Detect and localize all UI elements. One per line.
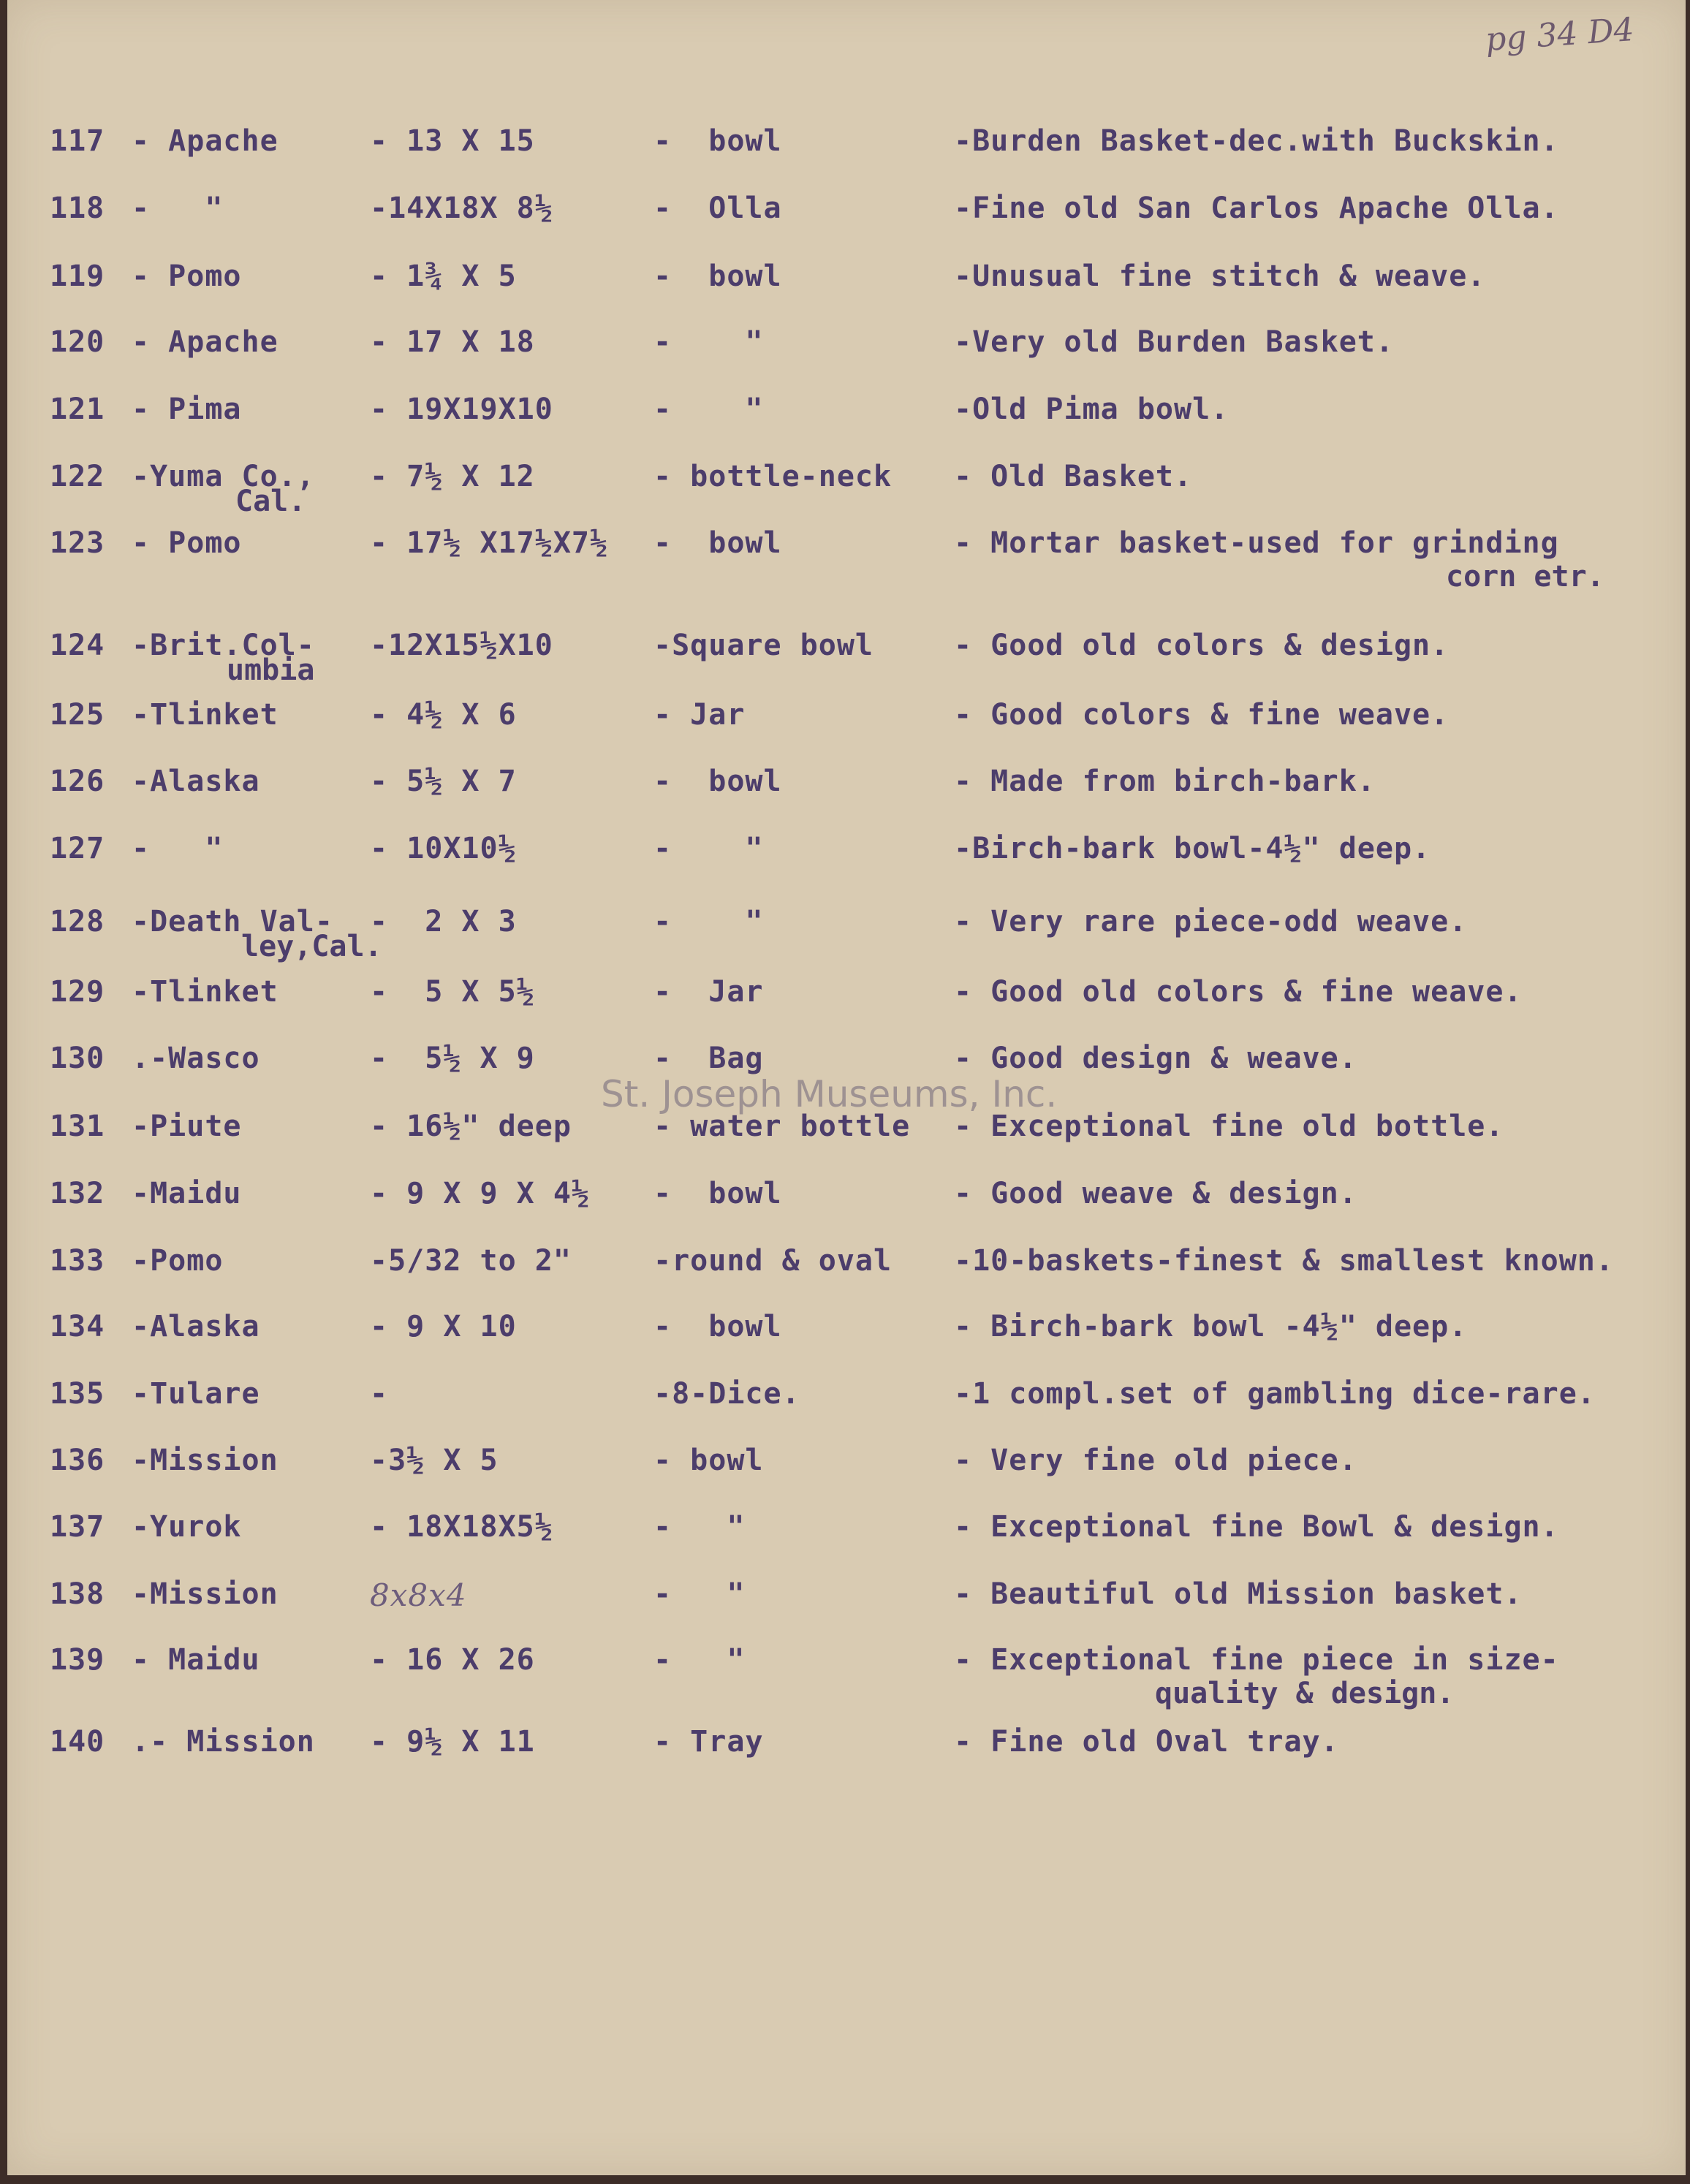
description: -Birch-bark bowl-4½" deep. — [954, 832, 1431, 865]
dimensions: - 9½ X 11 — [370, 1725, 535, 1759]
dimensions: - 4½ X 6 — [370, 698, 517, 732]
tribe-origin: - Apache — [132, 325, 278, 359]
tribe-origin: -Brit.Col- — [132, 629, 315, 662]
tribe-origin: -Tulare — [132, 1377, 260, 1411]
basket-type: - Tray — [653, 1725, 764, 1759]
description: - Good colors & fine weave. — [954, 698, 1450, 732]
tribe-origin: -Mission — [132, 1577, 278, 1611]
item-number: 139 — [50, 1643, 105, 1677]
basket-type: - water bottle — [653, 1110, 911, 1143]
description-continued: quality & design. — [1155, 1677, 1455, 1710]
description: -1 compl.set of gambling dice-rare. — [954, 1377, 1596, 1411]
tribe-origin: .- Mission — [132, 1725, 315, 1759]
handwritten-page-reference: pg 34 D4 — [1484, 10, 1636, 59]
basket-type: - " — [653, 1510, 746, 1544]
description: - Exceptional fine Bowl & design. — [954, 1510, 1559, 1544]
dimensions: - 7½ X 12 — [370, 460, 535, 493]
basket-type: - bowl — [653, 259, 782, 293]
item-number: 130 — [50, 1042, 105, 1075]
dimensions: - 13 X 15 — [370, 124, 535, 158]
dimensions: - 2 X 3 — [370, 905, 517, 939]
tribe-origin: - " — [132, 192, 224, 225]
dimensions: - 19X19X10 — [370, 393, 553, 426]
dimensions: - 1¾ X 5 — [370, 259, 517, 293]
basket-type: - Olla — [653, 192, 782, 225]
item-number: 128 — [50, 905, 105, 939]
basket-type: - " — [653, 1577, 746, 1611]
basket-type: - " — [653, 325, 764, 359]
description: - Old Basket. — [954, 460, 1193, 493]
watermark: St. Joseph Museums, Inc. — [601, 1073, 1058, 1115]
basket-type: - bowl — [653, 526, 782, 560]
item-number: 124 — [50, 629, 105, 662]
basket-type: - " — [653, 832, 764, 865]
tribe-origin: -Tlinket — [132, 698, 278, 732]
description: - Fine old Oval tray. — [954, 1725, 1339, 1759]
tribe-origin-continued: ley,Cal. — [241, 930, 382, 963]
basket-type: -Square bowl — [653, 629, 874, 662]
dimensions: - 9 X 9 X 4½ — [370, 1177, 590, 1210]
tribe-origin: -Mission — [132, 1444, 278, 1477]
basket-type: - " — [653, 905, 764, 939]
item-number: 129 — [50, 975, 105, 1009]
description: -Fine old San Carlos Apache Olla. — [954, 192, 1559, 225]
description: - Birch-bark bowl -4½" deep. — [954, 1310, 1468, 1343]
tribe-origin: -Maidu — [132, 1177, 242, 1210]
description: - Good design & weave. — [954, 1042, 1357, 1075]
item-number: 134 — [50, 1310, 105, 1343]
document-page — [7, 0, 1686, 2175]
item-number: 132 — [50, 1177, 105, 1210]
description: - Good old colors & design. — [954, 629, 1450, 662]
basket-type: - bottle-neck — [653, 460, 893, 493]
basket-type: - bowl — [653, 1177, 782, 1210]
description: -Burden Basket-dec.with Buckskin. — [954, 124, 1559, 158]
tribe-origin: - Apache — [132, 124, 278, 158]
description: -10-baskets-finest & smallest known. — [954, 1244, 1614, 1278]
dimensions: - 17 X 18 — [370, 325, 535, 359]
dimensions: - 10X10½ — [370, 832, 517, 865]
item-number: 127 — [50, 832, 105, 865]
description: -Very old Burden Basket. — [954, 325, 1394, 359]
item-number: 117 — [50, 124, 105, 158]
basket-type: - Bag — [653, 1042, 764, 1075]
dimensions: -12X15½X10 — [370, 629, 553, 662]
description: - Very rare piece-odd weave. — [954, 905, 1468, 939]
description: -Old Pima bowl. — [954, 393, 1229, 426]
basket-type: - " — [653, 1643, 746, 1677]
basket-type: - bowl — [653, 1444, 764, 1477]
item-number: 131 — [50, 1110, 105, 1143]
basket-type: -8-Dice. — [653, 1377, 800, 1411]
item-number: 140 — [50, 1725, 105, 1759]
item-number: 123 — [50, 526, 105, 560]
tribe-origin: - Pomo — [132, 259, 242, 293]
tribe-origin: -Yurok — [132, 1510, 242, 1544]
item-number: 122 — [50, 460, 105, 493]
description: -Unusual fine stitch & weave. — [954, 259, 1486, 293]
dimensions: -5/32 to 2" — [370, 1244, 572, 1278]
dimensions: -3½ X 5 — [370, 1444, 499, 1477]
description: - Good old colors & fine weave. — [954, 975, 1523, 1009]
dimensions: - 18X18X5½ — [370, 1510, 553, 1544]
tribe-origin: -Alaska — [132, 1310, 260, 1343]
description: - Mortar basket-used for grinding — [954, 526, 1559, 560]
basket-type: - bowl — [653, 124, 782, 158]
description: - Made from birch-bark. — [954, 765, 1376, 798]
tribe-origin: -Piute — [132, 1110, 242, 1143]
tribe-origin: - " — [132, 832, 224, 865]
tribe-origin: -Alaska — [132, 765, 260, 798]
item-number: 138 — [50, 1577, 105, 1611]
dimensions: -14X18X 8½ — [370, 192, 553, 225]
description: - Exceptional fine old bottle. — [954, 1110, 1504, 1143]
basket-type: - Jar — [653, 698, 746, 732]
description: - Good weave & design. — [954, 1177, 1357, 1210]
tribe-origin: - Pima — [132, 393, 242, 426]
tribe-origin-continued: Cal. — [235, 485, 306, 518]
dimensions: - 5½ X 9 — [370, 1042, 535, 1075]
item-number: 135 — [50, 1377, 105, 1411]
dimensions: 8x8x4 — [370, 1577, 467, 1613]
basket-type: - Jar — [653, 975, 764, 1009]
dimensions: - — [370, 1377, 389, 1411]
tribe-origin: -Pomo — [132, 1244, 224, 1278]
tribe-origin-continued: umbia — [227, 653, 315, 687]
item-number: 133 — [50, 1244, 105, 1278]
item-number: 126 — [50, 765, 105, 798]
description-continued: corn etr. — [1446, 560, 1604, 594]
dimensions: - 17½ X17½X7½ — [370, 526, 609, 560]
dimensions: - 5 X 5½ — [370, 975, 535, 1009]
dimensions: - 9 X 10 — [370, 1310, 517, 1343]
tribe-origin: -Tlinket — [132, 975, 278, 1009]
description: - Very fine old piece. — [954, 1444, 1357, 1477]
basket-type: -round & oval — [653, 1244, 893, 1278]
item-number: 137 — [50, 1510, 105, 1544]
item-number: 120 — [50, 325, 105, 359]
item-number: 121 — [50, 393, 105, 426]
dimensions: - 16 X 26 — [370, 1643, 535, 1677]
basket-type: - bowl — [653, 765, 782, 798]
tribe-origin: .-Wasco — [132, 1042, 260, 1075]
description: - Beautiful old Mission basket. — [954, 1577, 1523, 1611]
dimensions: - 5½ X 7 — [370, 765, 517, 798]
tribe-origin: - Maidu — [132, 1643, 260, 1677]
dimensions: - 16½" deep — [370, 1110, 572, 1143]
tribe-origin: -Yuma Co., — [132, 460, 315, 493]
item-number: 125 — [50, 698, 105, 732]
tribe-origin: - Pomo — [132, 526, 242, 560]
item-number: 118 — [50, 192, 105, 225]
basket-type: - bowl — [653, 1310, 782, 1343]
tribe-origin: -Death Val- — [132, 905, 333, 939]
item-number: 136 — [50, 1444, 105, 1477]
item-number: 119 — [50, 259, 105, 293]
basket-type: - " — [653, 393, 764, 426]
description: - Exceptional fine piece in size- — [954, 1643, 1559, 1677]
